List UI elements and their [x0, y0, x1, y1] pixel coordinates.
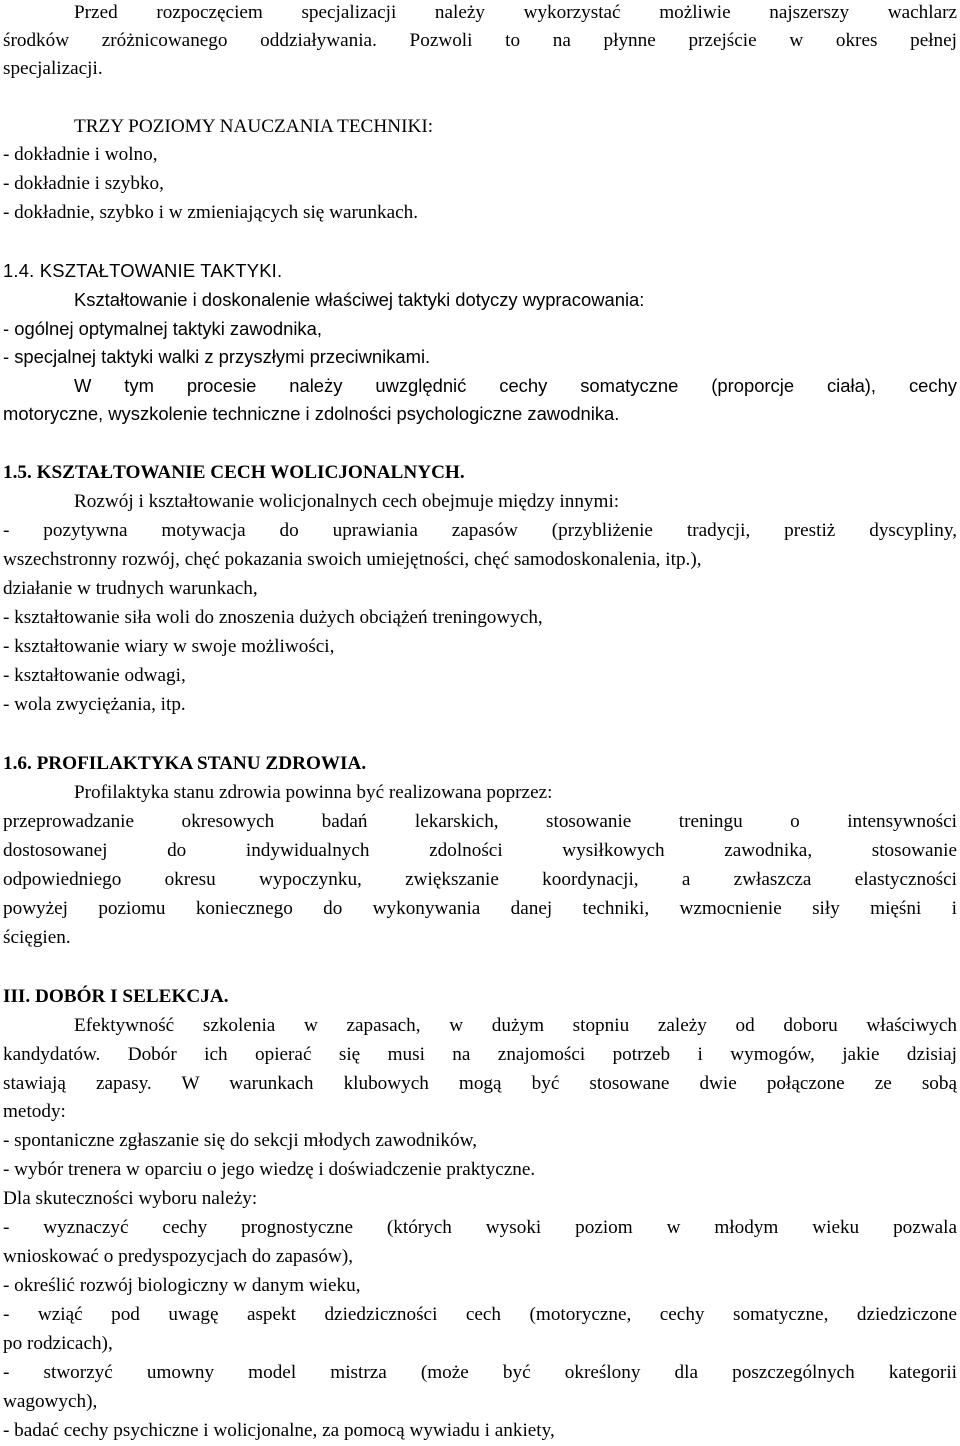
- paragraph-line: ścięgien.: [3, 927, 71, 948]
- section-heading-1-6: 1.6. PROFILAKTYKA STANU ZDROWIA.: [3, 753, 367, 774]
- paragraph-line: Przed rozpoczęciem specjalizacji należy wykorzystać możliwie najszerszy wachlarz: [74, 2, 957, 23]
- paragraph-line: Kształtowanie i doskonalenie właściwej taktyki dotyczy wypracowania:: [74, 289, 645, 310]
- list-item: - kształtowanie odwagi,: [3, 665, 186, 686]
- list-item: - kształtowanie wiary w swoje możliwości,: [3, 636, 335, 657]
- paragraph-line: przeprowadzanie okresowych badań lekarskich, stosowanie treningu o intensywności: [3, 811, 957, 832]
- list-item-continuation: wnioskować o predyspozycjach do zapasów),: [3, 1246, 354, 1267]
- paragraph-line: specjalizacji.: [3, 58, 103, 79]
- section-heading-1-4: 1.4. KSZTAŁTOWANIE TAKTYKI.: [3, 260, 283, 281]
- paragraph-line: środków zróżnicowanego oddziaływania. Pozwoli to na płynne przejście w okres pełnej: [3, 30, 957, 51]
- list-item-continuation: wszechstronny rozwój, chęć pokazania swoich umiejętności, chęć samodoskonalenia, itp.),: [3, 549, 702, 570]
- paragraph-line: powyżej poziomu koniecznego do wykonywania danej techniki, wzmocnienie siły mięśni i: [3, 898, 957, 919]
- paragraph-line: stawiają zapasy. W warunkach klubowych mogą być stosowane dwie połączone ze sobą: [3, 1073, 957, 1094]
- paragraph-line: dostosowanej do indywidualnych zdolności wysiłkowych zawodnika, stosowanie: [3, 840, 957, 861]
- list-item-continuation: wagowych),: [3, 1391, 98, 1412]
- list-item: - spontaniczne zgłaszanie się do sekcji młodych zawodników,: [3, 1130, 478, 1151]
- list-item: - dokładnie, szybko i w zmieniających się warunkach.: [3, 202, 419, 223]
- section-subheading: TRZY POZIOMY NAUCZANIA TECHNIKI:: [74, 116, 434, 137]
- section-heading-1-5: 1.5. KSZTAŁTOWANIE CECH WOLICJONALNYCH.: [3, 462, 465, 483]
- list-item: - kształtowanie siła woli do znoszenia dużych obciążeń treningowych,: [3, 607, 543, 628]
- paragraph-line: metody:: [3, 1101, 66, 1122]
- list-item: - badać cechy psychiczne i wolicjonalne, za pomocą wywiadu i ankiety,: [3, 1420, 555, 1441]
- list-item: - wybór trenera w oparciu o jego wiedzę i doświadczenie praktyczne.: [3, 1159, 536, 1180]
- list-item-continuation: po rodzicach),: [3, 1333, 113, 1354]
- section-heading-iii: III. DOBÓR I SELEKCJA.: [3, 986, 229, 1007]
- list-item: - specjalnej taktyki walki z przyszłymi przeciwnikami.: [3, 346, 431, 367]
- paragraph-line: kandydatów. Dobór ich opierać się musi na znajomości potrzeb i wymogów, jakie dzisiaj: [3, 1044, 957, 1065]
- paragraph-line: Dla skuteczności wyboru należy:: [3, 1188, 258, 1209]
- list-item-continuation: działanie w trudnych warunkach,: [3, 578, 258, 599]
- list-item: - pozytywna motywacja do uprawiania zapasów (przybliżenie tradycji, prestiż dyscypliny,: [3, 520, 957, 541]
- paragraph-line: odpowiedniego okresu wypoczynku, zwiększanie koordynacji, a zwłaszcza elastyczności: [3, 869, 957, 890]
- list-item: - wyznaczyć cechy prognostyczne (których wysoki poziom w młodym wieku pozwala: [3, 1217, 957, 1238]
- paragraph-line: W tym procesie należy uwzględnić cechy somatyczne (proporcje ciała), cechy: [74, 375, 957, 396]
- paragraph-line: Efektywność szkolenia w zapasach, w dużym stopniu zależy od doboru właściwych: [74, 1015, 957, 1036]
- list-item: - określić rozwój biologiczny w danym wieku,: [3, 1275, 361, 1296]
- list-item: - wziąć pod uwagę aspekt dziedziczności cech (motoryczne, cechy somatyczne, dziedziczone: [3, 1304, 957, 1325]
- list-item: - dokładnie i wolno,: [3, 144, 158, 165]
- paragraph-line: motoryczne, wyszkolenie techniczne i zdolności psychologiczne zawodnika.: [3, 403, 620, 424]
- paragraph-line: Rozwój i kształtowanie wolicjonalnych cech obejmuje między innymi:: [74, 491, 620, 512]
- list-item: - wola zwyciężania, itp.: [3, 694, 186, 715]
- list-item: - ogólnej optymalnej taktyki zawodnika,: [3, 318, 322, 339]
- list-item: - dokładnie i szybko,: [3, 173, 164, 194]
- paragraph-line: Profilaktyka stanu zdrowia powinna być realizowana poprzez:: [74, 782, 553, 803]
- list-item: - stworzyć umowny model mistrza (może być określony dla poszczególnych kategorii: [3, 1362, 957, 1383]
